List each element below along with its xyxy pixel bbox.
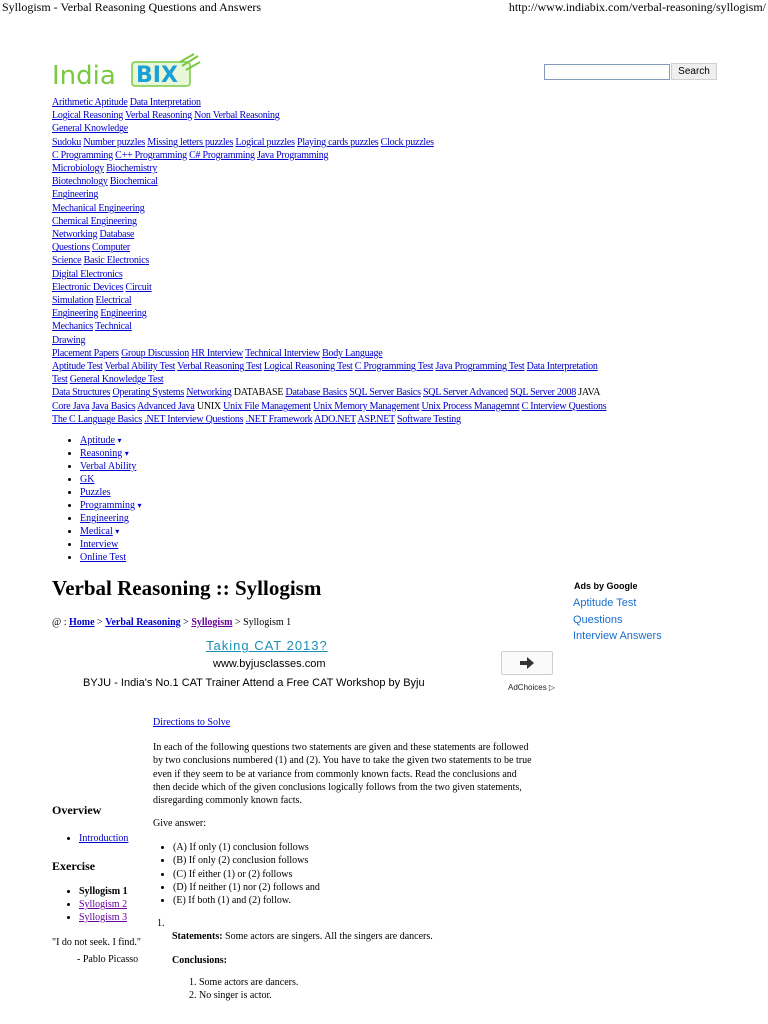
nav-link[interactable]: Networking <box>186 387 232 399</box>
menu-item <box>80 434 142 447</box>
ad-description: BYJU - India's No.1 CAT Trainer Attend a Free CAT Workshop by Byju <box>83 677 425 689</box>
nav-line <box>52 188 752 201</box>
nav-link[interactable]: Arithmetic Aptitude <box>52 97 128 108</box>
nav-link[interactable]: Database <box>99 229 135 241</box>
ads-by-google-label: Ads by Google <box>574 581 638 591</box>
nav-group-label: JAVA <box>578 387 601 399</box>
directions-text: In each of the following questions two statements are given and these statements are followed by two conclusions numbered (1) and (2). You have to take the given two statements to be true even if they seem to be at variance from commonly known facts. Read the conclusions and then decide which of the given conclusions logically follows from the two given statements, disregarding commonly known facts. <box>153 742 532 807</box>
nav-link[interactable]: Data Interpretation <box>526 361 598 373</box>
nav-link[interactable]: Drawing <box>52 334 86 346</box>
nav-link[interactable]: ADO.NET <box>314 413 356 425</box>
main-menu <box>52 434 142 564</box>
option-d: • (D) If neither (1) nor (2) follows and <box>173 881 320 894</box>
nav-line <box>52 122 752 135</box>
print-header-title: Syllogism - Verbal Reasoning Questions and Answers <box>2 0 262 14</box>
nav-line <box>52 400 752 413</box>
nav-link[interactable]: .NET Framework <box>245 413 313 425</box>
nav-line <box>52 373 752 386</box>
option-e: • (E) If both (1) and (2) follow. <box>173 894 320 907</box>
nav-link[interactable]: Unix Process Managemnt <box>421 400 520 412</box>
nav-link[interactable]: SQL Server Advanced <box>422 387 508 399</box>
breadcrumb-prefix: @ : <box>52 617 67 628</box>
nav-link[interactable]: Number puzzles <box>83 136 146 148</box>
exercise-heading: Exercise <box>52 859 96 873</box>
nav-line <box>52 281 752 294</box>
nav-link[interactable]: Networking <box>52 229 98 241</box>
nav-link[interactable]: Sudoku <box>52 136 82 148</box>
nav-link[interactable]: Group Discussion <box>121 347 190 359</box>
nav-link[interactable]: Test <box>52 374 68 386</box>
menu-link[interactable]: Programming <box>80 500 135 511</box>
answer-options <box>153 841 320 907</box>
nav-link[interactable]: SQL Server Basics <box>349 387 421 399</box>
page-title: Verbal Reasoning :: Syllogism <box>52 576 322 600</box>
nav-link[interactable]: General Knowledge <box>52 123 128 135</box>
search-input[interactable] <box>544 64 670 80</box>
nav-link[interactable]: SQL Server 2008 <box>510 387 576 399</box>
adchoices-label: AdChoices <box>508 683 547 692</box>
nav-line <box>52 136 752 149</box>
chevron-down-icon: ▾ <box>115 527 120 536</box>
nav-link[interactable]: Technical <box>95 321 132 333</box>
breadcrumb-current: Syllogism 1 <box>243 617 292 628</box>
nav-link[interactable]: Logical puzzles <box>235 136 295 148</box>
quote-text: "I do not seek. I find." <box>52 937 141 948</box>
directions-link[interactable]: Directions to Solve <box>153 717 231 728</box>
chevron-down-icon: ▾ <box>137 501 142 510</box>
statements-label: Statements: <box>172 931 223 942</box>
menu-link[interactable]: Online Test <box>80 552 127 563</box>
menu-item <box>80 525 142 538</box>
menu-item <box>80 486 142 499</box>
nav-link[interactable]: Engineering <box>100 308 147 320</box>
question-statements <box>172 931 433 942</box>
nav-line <box>52 334 752 347</box>
nav-link[interactable]: C Programming Test <box>354 361 434 373</box>
nav-link[interactable]: Java Basics <box>91 400 136 412</box>
nav-link[interactable]: Unix Memory Management <box>313 400 420 412</box>
nav-link[interactable]: Simulation <box>52 295 94 307</box>
logo-text-india: India <box>52 61 116 91</box>
nav-link[interactable]: HR Interview <box>191 347 243 359</box>
nav-line <box>52 228 752 241</box>
menu-item <box>80 538 142 551</box>
menu-link[interactable]: Interview <box>80 539 119 550</box>
nav-line <box>52 109 752 122</box>
nav-link[interactable]: Verbal Reasoning <box>125 110 192 122</box>
ad-go-button[interactable] <box>501 651 553 675</box>
nav-line <box>52 149 752 162</box>
nav-line <box>52 241 752 254</box>
nav-link[interactable]: Technical Interview <box>245 347 320 359</box>
nav-group-label: DATABASE <box>233 387 284 399</box>
nav-link[interactable]: Data Interpretation <box>129 97 201 108</box>
menu-link[interactable]: GK <box>80 474 95 485</box>
breadcrumb <box>52 617 291 628</box>
introduction-link[interactable]: Introduction <box>79 833 129 844</box>
nav-link[interactable]: Core Java <box>52 400 90 412</box>
nav-link[interactable]: General Knowledge Test <box>69 374 164 386</box>
list-item <box>79 832 128 845</box>
option-c: • (C) If either (1) or (2) follows <box>173 868 320 881</box>
exercise-link-2[interactable]: Syllogism 2 <box>79 899 128 910</box>
give-answer-label: Give answer: <box>153 818 207 829</box>
nav-line <box>52 413 752 426</box>
chevron-down-icon: ▾ <box>117 436 122 445</box>
overview-list <box>52 832 128 845</box>
nav-line <box>52 175 752 188</box>
breadcrumb-separator: > <box>234 617 241 628</box>
list-item <box>79 911 128 924</box>
nav-link[interactable]: Science <box>52 255 82 267</box>
ad-title-link[interactable]: Taking CAT 2013? <box>206 638 328 653</box>
nav-link[interactable]: Playing cards puzzles <box>297 136 379 148</box>
nav-line <box>52 360 752 373</box>
nav-link[interactable]: Placement Papers <box>52 347 119 359</box>
nav-link[interactable]: Logical Reasoning <box>52 110 124 122</box>
menu-item <box>80 460 142 473</box>
nav-link[interactable]: Microbiology <box>52 163 104 175</box>
nav-link[interactable]: Clock puzzles <box>380 136 434 148</box>
nav-line <box>52 294 752 307</box>
exercise-link-3[interactable]: Syllogism 3 <box>79 912 128 923</box>
conclusions-label: Conclusions: <box>172 955 228 966</box>
nav-link[interactable]: C Interview Questions <box>521 400 607 412</box>
nav-link[interactable]: Advanced Java <box>137 400 195 412</box>
nav-link[interactable]: Biotechnology <box>52 176 108 188</box>
menu-item <box>80 473 142 486</box>
nav-link[interactable]: Body Language <box>322 347 383 359</box>
search-button[interactable]: Search <box>671 63 717 80</box>
nav-link[interactable]: Verbal Reasoning Test <box>177 361 262 373</box>
breadcrumb-separator: > <box>183 617 189 628</box>
overview-heading: Overview <box>52 803 102 817</box>
category-links <box>52 96 752 426</box>
adchoices-link[interactable] <box>508 683 555 692</box>
option-b: • (B) If only (2) conclusion follows <box>173 854 320 867</box>
statements-text: Some actors are singers. All the singers are dancers. <box>225 931 433 942</box>
menu-link[interactable]: Aptitude <box>80 435 115 446</box>
ad-link-questions[interactable]: Questions <box>573 614 623 626</box>
nav-link[interactable]: Engineering <box>52 189 99 201</box>
nav-link[interactable]: .NET Interview Questions <box>144 413 244 425</box>
breadcrumb-verbal-reasoning[interactable]: Verbal Reasoning <box>105 617 181 628</box>
nav-link[interactable]: Biochemistry <box>106 163 158 175</box>
ad-link-interview-answers[interactable]: Interview Answers <box>573 630 662 639</box>
chevron-down-icon: ▾ <box>124 449 129 458</box>
menu-link[interactable]: Verbal Ability <box>80 461 137 472</box>
menu-item <box>80 512 142 525</box>
menu-link[interactable]: Medical <box>80 526 113 537</box>
nav-link[interactable]: Circuit <box>125 281 152 293</box>
nav-line <box>52 386 752 399</box>
breadcrumb-separator: > <box>97 617 103 628</box>
nav-link[interactable]: Operating Systems <box>112 387 185 399</box>
nav-link[interactable]: Engineering <box>52 308 99 320</box>
nav-link[interactable]: Java Programming <box>257 149 329 161</box>
nav-link[interactable]: Java Programming Test <box>435 361 525 373</box>
nav-line <box>52 202 752 215</box>
menu-item <box>80 499 142 512</box>
exercise-list <box>52 885 128 924</box>
nav-link[interactable]: Mechanics <box>52 321 94 333</box>
nav-link[interactable]: Data Structures <box>52 387 111 399</box>
adchoices-icon: ▷ <box>548 683 556 692</box>
conclusion-1: 1. Some actors are dancers. <box>199 976 298 989</box>
question-number: 1. <box>157 918 165 929</box>
nav-link[interactable]: Unix File Management <box>223 400 311 412</box>
nav-link[interactable]: Database Basics <box>285 387 347 399</box>
ad-url[interactable]: www.byjusclasses.com <box>213 658 326 670</box>
nav-link[interactable]: ASP.NET <box>357 413 395 425</box>
site-logo[interactable] <box>52 52 202 94</box>
breadcrumb-home[interactable]: Home <box>69 617 95 628</box>
exercise-item-current: Syllogism 1 <box>79 886 128 897</box>
breadcrumb-syllogism[interactable]: Syllogism <box>191 617 233 628</box>
nav-line <box>52 347 752 360</box>
nav-line <box>52 320 752 333</box>
conclusions-list <box>172 976 298 1002</box>
menu-item <box>80 447 142 460</box>
nav-link[interactable]: Electrical <box>95 295 132 307</box>
menu-link[interactable]: Puzzles <box>80 487 111 498</box>
menu-link[interactable]: Reasoning <box>80 448 123 459</box>
nav-link[interactable]: Missing letters puzzles <box>147 136 234 148</box>
nav-link[interactable]: Verbal Ability Test <box>104 361 176 373</box>
arrow-right-icon <box>520 657 534 669</box>
nav-line <box>52 268 752 281</box>
nav-line <box>52 254 752 267</box>
nav-link[interactable]: Basic Electronics <box>83 255 150 267</box>
menu-link[interactable]: Engineering <box>80 513 129 524</box>
nav-link[interactable]: Electronic Devices <box>52 281 124 293</box>
list-item <box>79 898 128 911</box>
quote-author: - Pablo Picasso <box>77 954 139 965</box>
nav-link[interactable]: Logical Reasoning Test <box>263 361 353 373</box>
option-a: • (A) If only (1) conclusion follows <box>173 841 320 854</box>
nav-link[interactable]: C++ Programming <box>115 149 187 161</box>
nav-link[interactable]: Software Testing <box>397 413 461 425</box>
nav-link[interactable]: Biochemical <box>109 176 158 188</box>
print-header-url: http://www.indiabix.com/verbal-reasoning/syllogism/ <box>508 0 766 14</box>
nav-line <box>52 215 752 228</box>
nav-group-label: UNIX <box>196 400 221 412</box>
nav-line <box>52 96 752 109</box>
nav-link[interactable]: Aptitude Test <box>52 361 103 373</box>
nav-link[interactable]: Computer <box>92 242 130 254</box>
nav-link[interactable]: The C Language Basics <box>52 413 142 425</box>
nav-link[interactable]: C# Programming <box>189 149 255 161</box>
conclusion-2: 2. No singer is actor. <box>199 989 298 1002</box>
nav-line <box>52 162 752 175</box>
nav-link[interactable]: Questions <box>52 242 90 254</box>
menu-item <box>80 551 142 564</box>
nav-link[interactable]: Mechanical Engineering <box>52 202 145 214</box>
ad-link-aptitude-test[interactable]: Aptitude Test <box>573 597 637 609</box>
nav-line <box>52 307 752 320</box>
nav-link[interactable]: Digital Electronics <box>52 268 123 280</box>
list-item <box>79 885 128 898</box>
nav-link[interactable]: Chemical Engineering <box>52 215 137 227</box>
nav-link[interactable]: Non Verbal Reasoning <box>194 110 280 122</box>
nav-link[interactable]: C Programming <box>52 149 113 161</box>
logo-text-bix: BIX <box>136 63 178 88</box>
